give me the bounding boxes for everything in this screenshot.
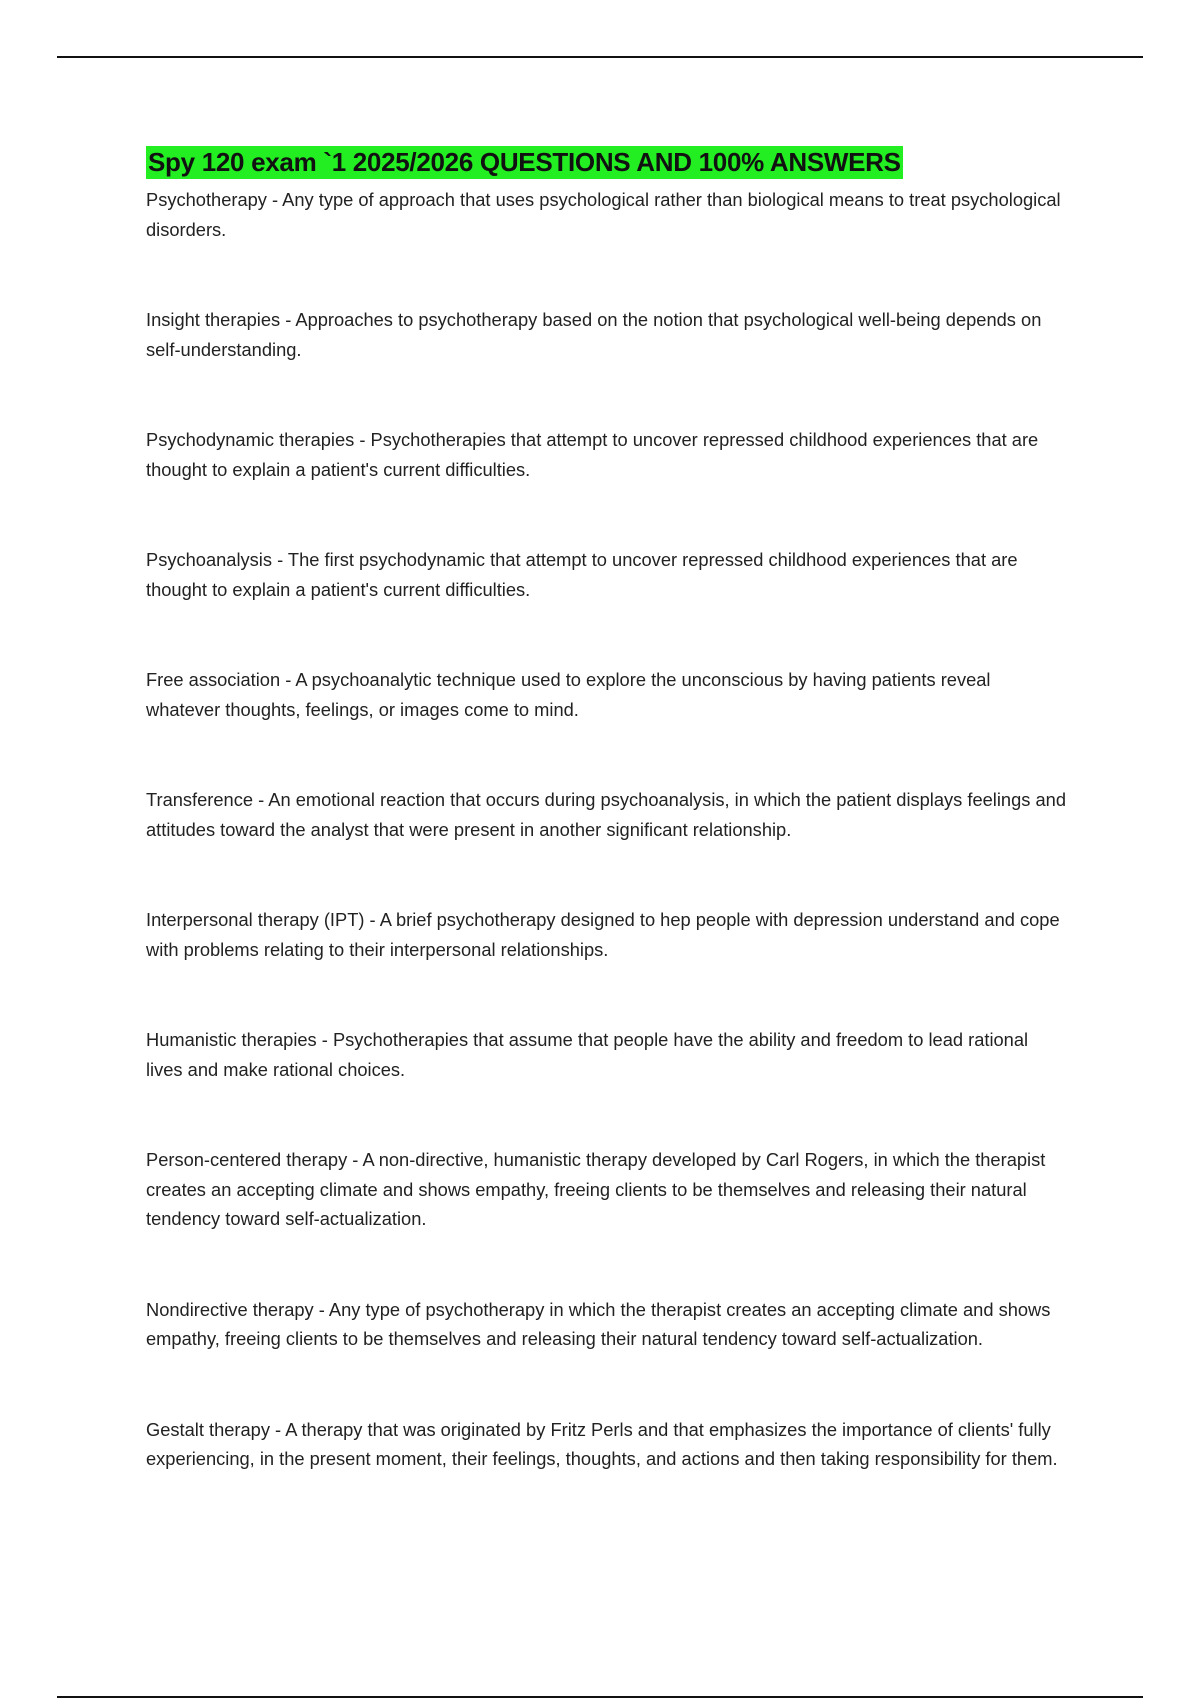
document-title: Spy 120 exam `1 2025/2026 QUESTIONS AND 100% ANSWERS: [148, 147, 901, 177]
term-entry-transference: Transference - An emotional reaction that occurs during psychoanalysis, in which the patient displays feelings and attitudes toward the analyst that were present in another significant relationship.: [146, 789, 1066, 840]
term-entry-person-centered-therapy: Person-centered therapy - A non-directive, humanistic therapy developed by Carl Rogers, in which the therapist creates an accepting climate and shows empathy, freeing clients to be themselves and releasing their natural tendency toward self-actualization.: [146, 1149, 1046, 1229]
term-entry-gestalt-therapy: Gestalt therapy - A therapy that was originated by Fritz Perls and that emphasizes the importance of clients' fully experiencing, in the present moment, their feelings, thoughts, and actions and then taking responsibility for them.: [146, 1418, 1058, 1469]
top-rule: [57, 56, 1143, 58]
term-entry-humanistic-therapies: Humanistic therapies - Psychotherapies that assume that people have the ability and freedom to lead rational lives and make rational choices.: [146, 1029, 1029, 1080]
term-list: [146, 185, 1066, 1474]
term-entry-insight-therapies: Insight therapies - Approaches to psychotherapy based on the notion that psychological well-being depends on self-understanding.: [146, 309, 1042, 360]
term-entry-free-association: Free association - A psychoanalytic technique used to explore the unconscious by having patients reveal whatever thoughts, feelings, or images come to mind.: [146, 669, 991, 720]
term-entry-nondirective-therapy: Nondirective therapy - Any type of psychotherapy in which the therapist creates an accepting climate and shows empathy, freeing clients to be themselves and releasing their natural tendency toward self-actualization.: [146, 1298, 1051, 1349]
term-entry-psychodynamic-therapies: Psychodynamic therapies - Psychotherapies that attempt to uncover repressed childhood experiences that are thought to explain a patient's current difficulties.: [146, 429, 1039, 480]
term-entry-interpersonal-therapy: Interpersonal therapy (IPT) - A brief psychotherapy designed to hep people with depression understand and cope with problems relating to their interpersonal relationships.: [146, 909, 1060, 960]
term-entry-psychoanalysis: Psychoanalysis - The first psychodynamic that attempt to uncover repressed childhood experiences that are thought to explain a patient's current difficulties.: [146, 549, 1018, 600]
term-entry-psychotherapy: Psychotherapy - Any type of approach that uses psychological rather than biological means to treat psychological disorders.: [146, 189, 1061, 240]
document-body: [146, 146, 1066, 1474]
bottom-rule: [57, 1696, 1143, 1698]
